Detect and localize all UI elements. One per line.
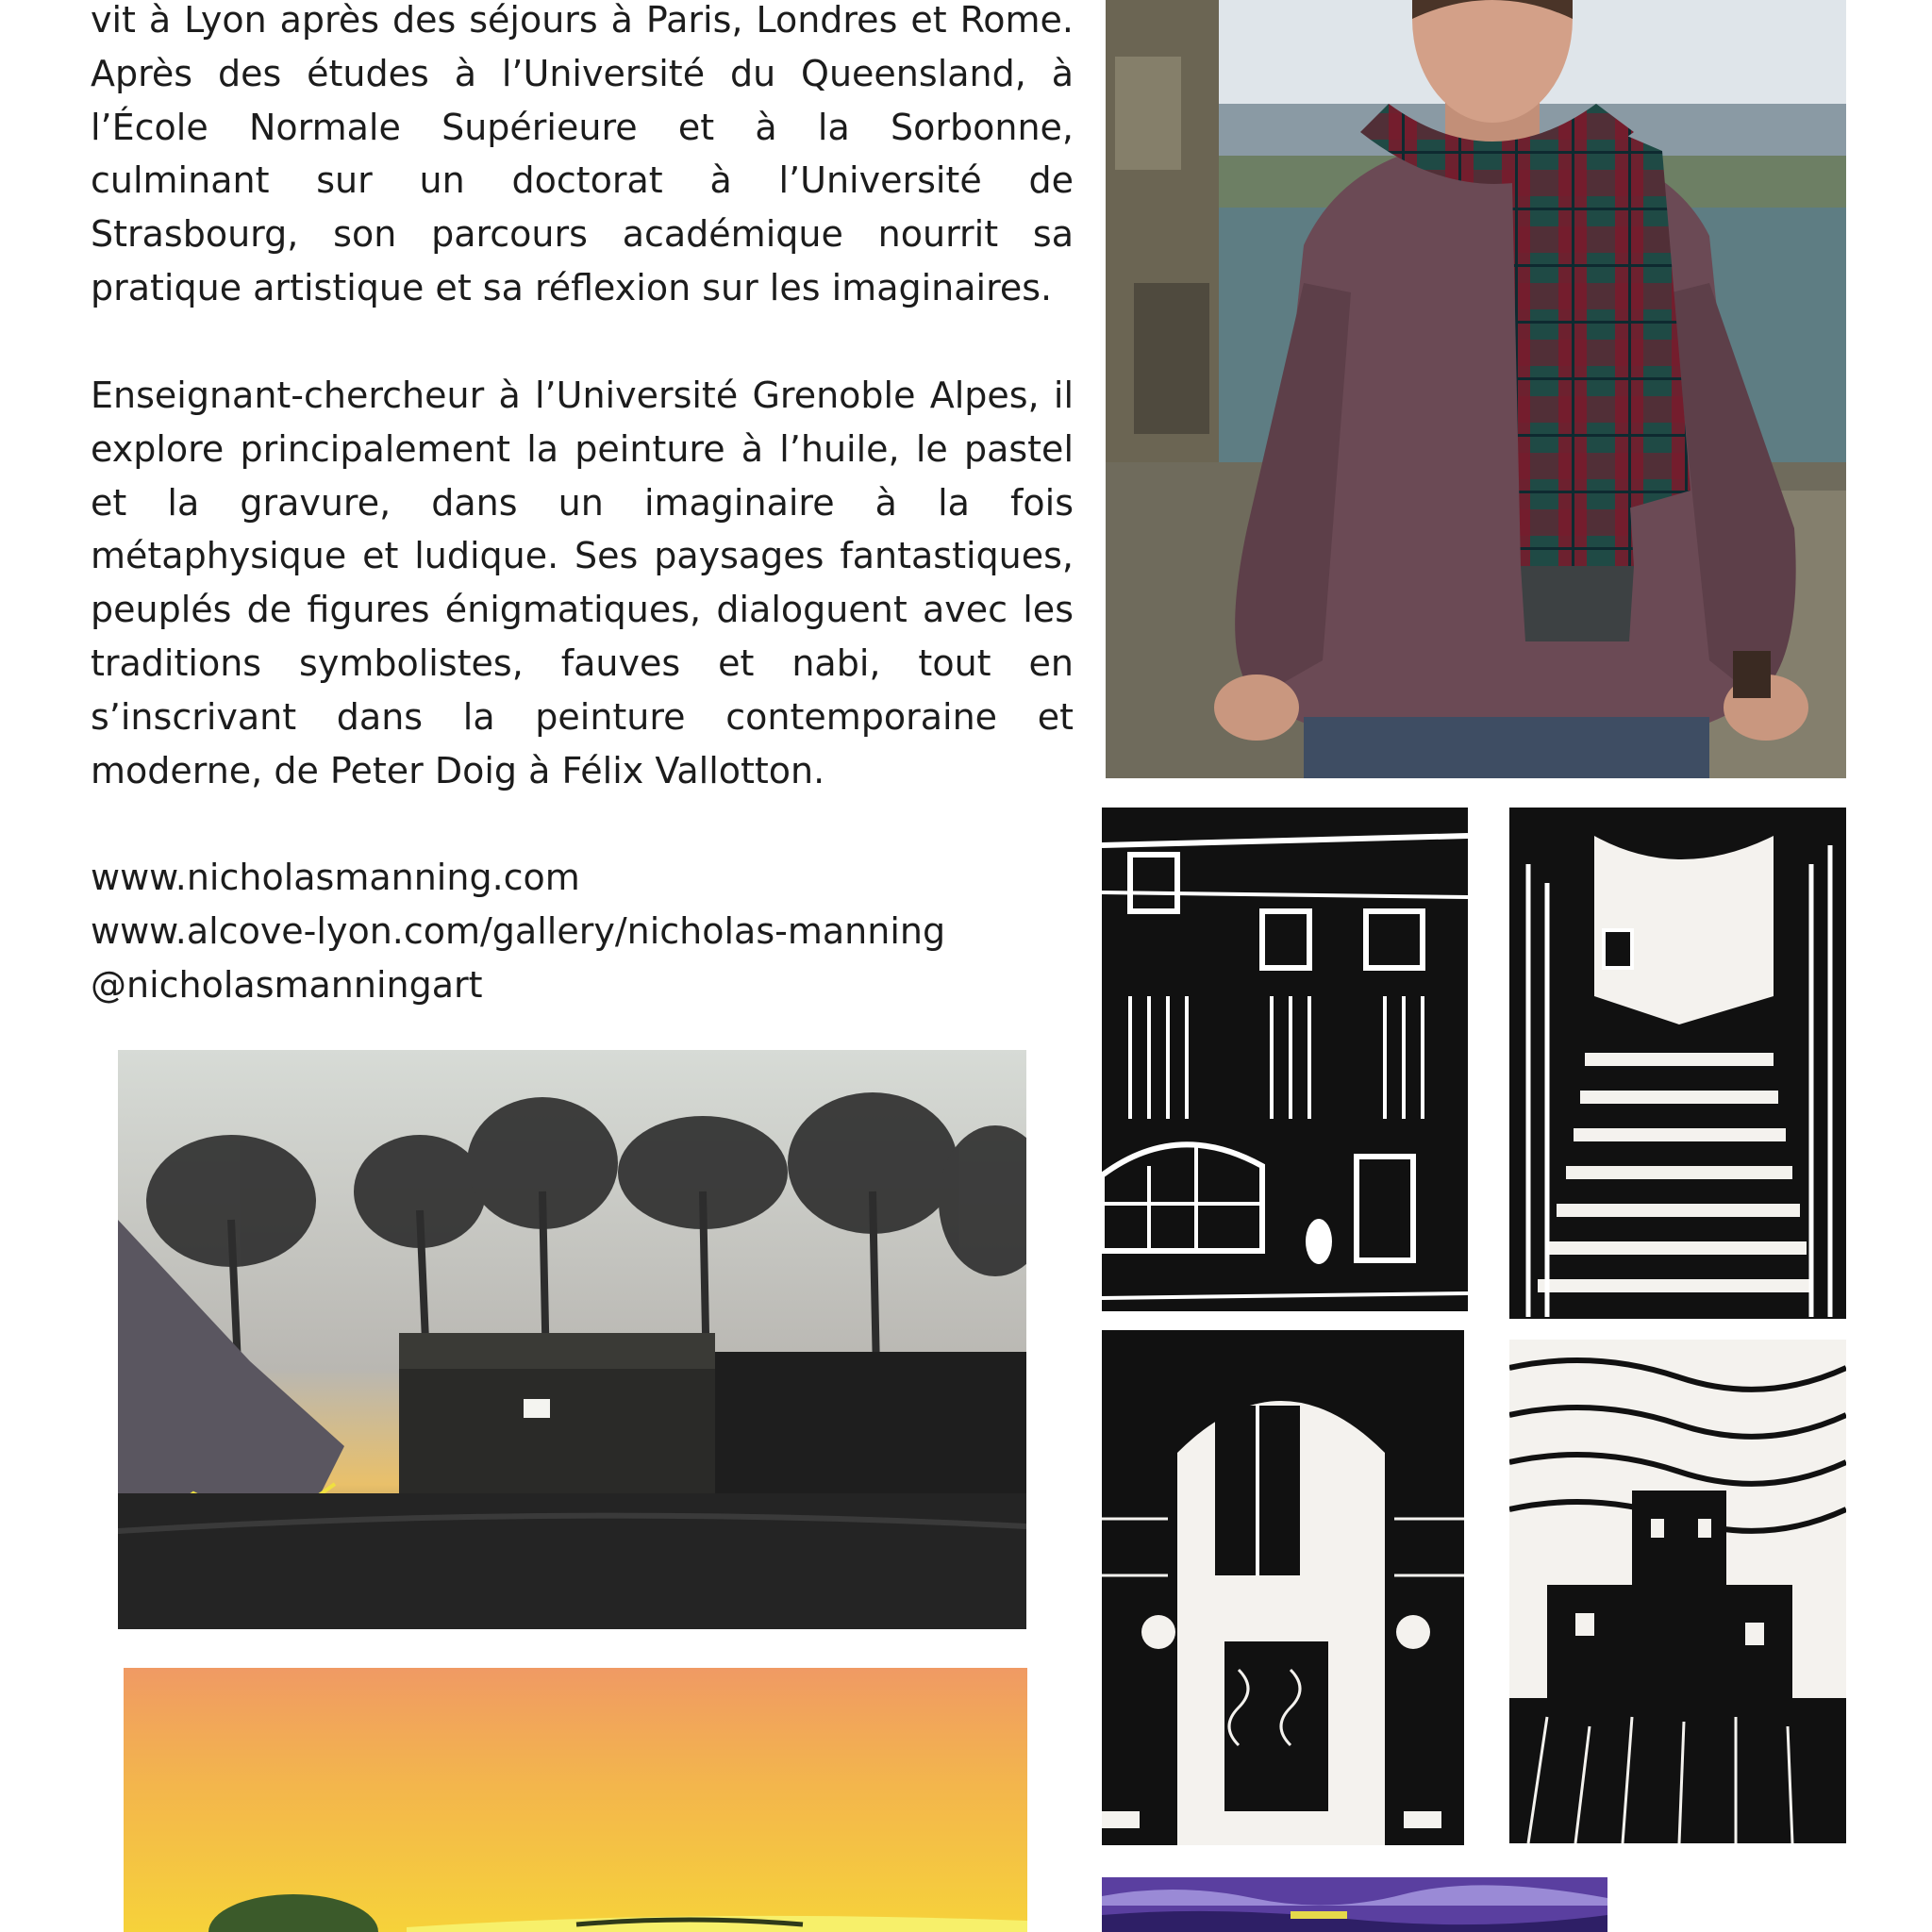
linocut-staircase-print: [1509, 808, 1846, 1319]
linocut-tower-print: [1509, 1340, 1846, 1843]
orange-sunset-painting: [124, 1668, 1027, 1932]
gallery-link[interactable]: www.alcove-lyon.com/gallery/nicholas-manning: [91, 910, 946, 952]
linocut-doorway-print: [1102, 1330, 1464, 1845]
website-link[interactable]: www.nicholasmanning.com: [91, 857, 580, 898]
linocut-facade-print: [1102, 808, 1468, 1311]
instagram-handle[interactable]: @nicholasmanningart: [91, 964, 483, 1006]
purple-landscape-print: [1102, 1877, 1607, 1932]
artist-portrait-photo: [1106, 0, 1846, 778]
bio-paragraph-2: Enseignant-chercheur à l’Université Grenoble Alpes, il explore principalement la peinture à l’huile, le pastel et la gravure, dans un imaginaire à la fois métaphysique et ludique. Ses paysages fantastiques, peuplés de figures énigmatiques, dialoguent avec les traditions symbolistes, fauves et nabi, tout en s’inscrivant dans la peinture contemporaine et moderne, de Peter Doig à Félix Vallotton.: [91, 375, 1074, 791]
pastel-house-at-dusk-painting: [118, 1050, 1026, 1629]
bio-paragraph-1: vit à Lyon après des séjours à Paris, Londres et Rome. Après des études à l’Université du Queensland, à l’École Normale Supérieure et à la Sorbonne, culminant sur un doctorat à l’Université de Strasbourg, son parcours académique nourrit sa pratique artistique et sa réflexion sur les imaginaires.: [91, 0, 1074, 308]
contact-links: [91, 851, 1091, 1012]
